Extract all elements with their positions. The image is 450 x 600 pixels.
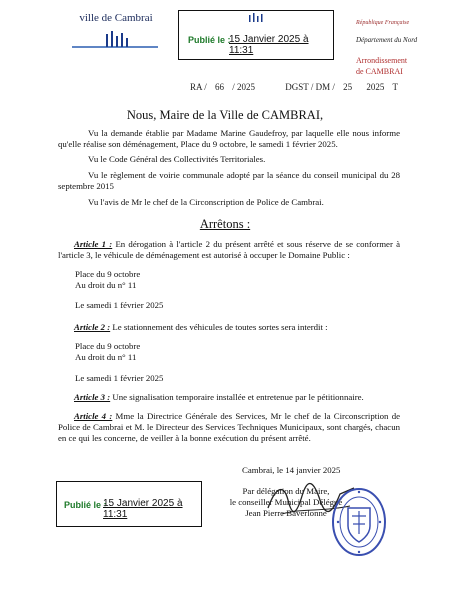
article-1-number: Au droit du n° 11 [75,280,137,290]
skyline-icon [245,13,267,23]
ref-code: 25 [343,82,353,92]
signature-line-3: Jean Pierre Baverlonne [245,508,327,518]
article-1 [58,239,400,261]
republique-label: République Française [356,20,410,26]
stamp-label: Publié le : [188,35,231,45]
article-4 [58,411,400,444]
article-3-text: Une signalisation temporaire installée et entretenue par le pétitionnaire. [112,392,364,402]
article-3 [74,392,400,403]
article-2-label: Article 2 : [74,322,111,332]
article-1-label: Article 1 : [74,239,113,249]
article-1-text: En dérogation à l'article 2 du présent arrêté et sous réserve de se conformer à l'article 3, le véhicule de déménagement est autorisé à occuper le Domaine Public : [58,239,400,260]
publication-stamp-top [178,10,334,60]
stamp-label: Publié le : [64,500,107,510]
ref-service: DGST / DM / [285,82,335,92]
signature-line-2: le conseiller Municipal Délégué [229,497,343,507]
arrondissement-line-1: Arrondissement [356,56,408,65]
stamp-date: 15 Janvier 2025 à 11:31 [103,498,183,520]
ref-suffix: T [392,82,398,92]
logo-text: ville de Cambrai [79,12,153,24]
article-4-text: Mme la Directrice Générale des Services, Mr le chef de la Circonscription de Police de Cambrai et M. le Directeur des Services Techniques Municipaux, sont chargés, chacun en ce qui les concerne, de veiller à la bonne exécution du présent arrêté. [58,411,401,443]
considerant-2: Vu le Code Général des Collectivités Territoriales. [88,154,266,164]
article-1-place: Place du 9 octobre [75,269,141,279]
arretons-heading: Arrêtons : [199,217,251,231]
official-seal-icon [330,486,388,558]
considerant-4: Vu l'avis de Mr le chef de la Circonscription de Police de Cambrai. [88,197,324,207]
article-2-place: Place du 9 octobre [75,341,141,351]
article-2 [74,322,400,333]
arrondissement-line-2: de CAMBRAI [356,67,403,76]
ref-year: / 2025 [232,82,256,92]
article-3-label: Article 3 : [74,392,111,402]
decree-title: Nous, Maire de la Ville de CAMBRAI, [126,108,324,122]
arrondissement-label [356,55,407,77]
publication-stamp-bottom [56,481,202,527]
article-4-label: Article 4 : [74,411,113,421]
ref-ra: RA / [190,82,207,92]
city-logo [70,12,162,56]
city-skyline-icon [70,28,162,54]
ref-num: 66 [215,82,225,92]
signature-line-1: Par délégation du Maire, [242,486,330,496]
considerant-3: Vu le règlement de voirie communale adopté par la séance du conseil municipal du 28 septembre 2015 [58,170,400,191]
signature-place-date: Cambrai, le 14 janvier 2025 [242,465,341,475]
departement-label: Département du Nord [356,36,418,44]
considerant-1: Vu la demande établie par Madame Marine Gaudefroy, par laquelle elle nous informe qu'elle réalise son déménagement, Place du 9 octobre, le samedi 1 février 2025. [58,128,400,149]
stamp-date: 15 Janvier 2025 à 11:31 [229,34,309,56]
article-1-date: Le samedi 1 février 2025 [75,300,164,310]
ref-year-2: 2025 [366,82,385,92]
article-2-number: Au droit du n° 11 [75,352,137,362]
article-2-date: Le samedi 1 février 2025 [75,373,164,383]
reference-line [190,82,404,92]
article-2-text: Le stationnement des véhicules de toutes sortes sera interdit : [112,322,328,332]
